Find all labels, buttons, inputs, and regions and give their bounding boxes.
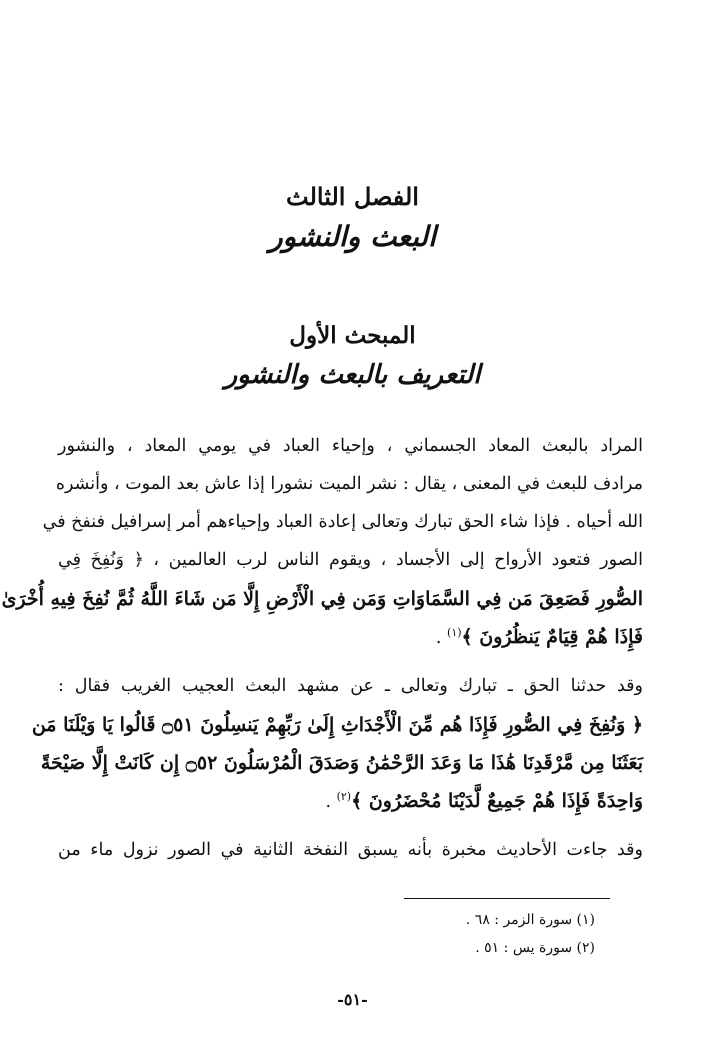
quran-verse-text: وَاحِدَةً فَإِذَا هُمْ جَمِيعٌ لَّدَيْنَا مُحْضَرُونَ ﴾ (351, 790, 643, 812)
quran-verse-line-end (58, 790, 643, 812)
page-number: -٥١- (337, 990, 368, 1009)
quran-verse-line: ﴿ وَنُفِخَ فِي الصُّورِ فَإِذَا هُم مِّنَ الْأَجْدَاثِ إِلَىٰ رَبِّهِمْ يَنسِلُونَ ۝٥١ قَالُوا يَا وَيْلَنَا مَن (31, 714, 643, 736)
footnote: (١) سورة الزمر : ٦٨ . (465, 912, 595, 928)
footnote: (٢) سورة يس : ٥١ . (475, 940, 595, 956)
text-line: وقد جاءت الأحاديث مخبرة بأنه يسبق النفخة الثانية في الصور نزول ماء من (58, 840, 643, 860)
text-line: الله أحياه . فإذا شاء الحق تبارك وتعالى إعادة العباد وإحياءهم أمر إسرافيل فنفخ في (42, 512, 643, 532)
sentence-end: . (325, 792, 337, 812)
text-line: مرادف للبعث في المعنى ، يقال : نشر الميت نشورا إذا عاش بعد الموت ، وأنشره (55, 474, 643, 494)
chapter-heading: الفصل الثالث (286, 182, 419, 211)
section-heading: المبحث الأول (289, 322, 416, 349)
chapter-title: البعث والنشور (269, 220, 436, 253)
sentence-end: . (435, 628, 448, 648)
section-title: التعريف بالبعث والنشور (224, 360, 481, 390)
footnote-divider (404, 898, 610, 899)
quran-verse-line: الصُّورِ فَصَعِقَ مَن فِي السَّمَاوَاتِ وَمَن فِي الْأَرْضِ إِلَّا مَن شَاءَ اللَّهُ ثُمَّ نُفِخَ فِيهِ أُخْرَىٰ (1, 588, 643, 610)
text-line: الصور فتعود الأرواح إلى الأجساد ، ويقوم الناس لرب العالمين ، ﴿ وَنُفِخَ فِي (58, 550, 643, 570)
quran-verse-line: بَعَثَنَا مِن مَّرْقَدِنَا هَٰذَا مَا وَعَدَ الرَّحْمَٰنُ وَصَدَقَ الْمُرْسَلُونَ ۝٥٢ إِن كَانَتْ إِلَّا صَيْحَةً (40, 752, 643, 774)
quran-verse-line-end (58, 626, 643, 648)
footnote-ref: (١) (447, 626, 462, 640)
text-line: المراد بالبعث المعاد الجسماني ، وإحياء العباد في يومي المعاد ، والنشور (58, 436, 643, 456)
quran-verse-text: فَإِذَا هُمْ قِيَامٌ يَنظُرُونَ ﴾ (461, 626, 643, 648)
text-line: وقد حدثنا الحق ـ تبارك وتعالى ـ عن مشهد البعث العجيب الغريب فقال : (58, 676, 643, 696)
footnote-ref: (٢) (336, 790, 352, 804)
